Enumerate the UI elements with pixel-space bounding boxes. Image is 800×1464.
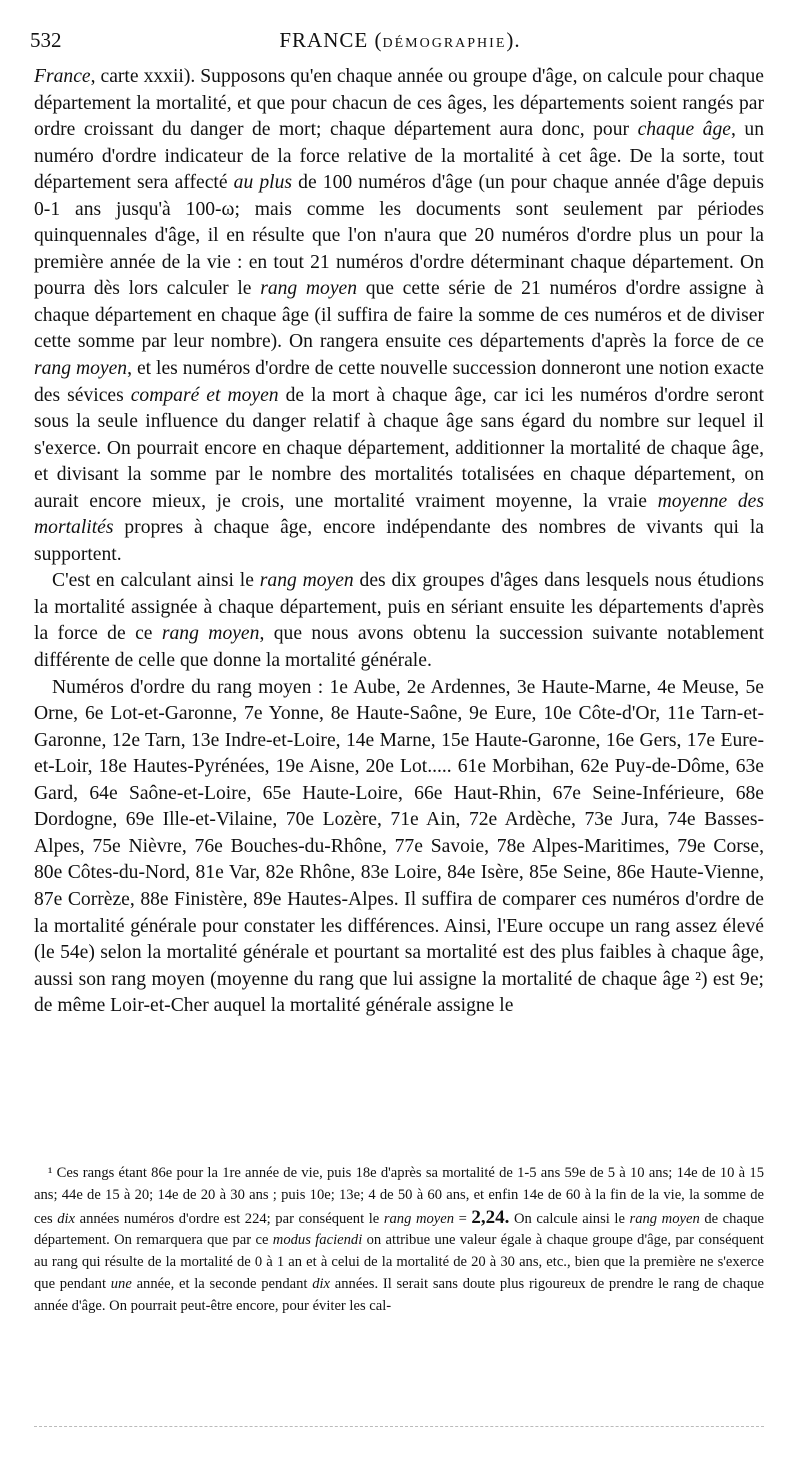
- running-head: [30, 28, 770, 53]
- text-span: au plus: [233, 172, 293, 194]
- text-span: France: [34, 66, 91, 87]
- text-span: années numéros d'ordre est 224; par conséquent le: [75, 1210, 384, 1227]
- text-span: On calcule ainsi le: [509, 1210, 630, 1227]
- text-span: moyenne des mortalités: [34, 490, 765, 539]
- text-span: Numéros d'ordre du rang moyen : 1e Aube, 2e Ardennes, 3e Haute-Marne, 4e Meuse, 5e Orne, 6e Lot-et-Garonne, 7e Yonne, 8e Haute-Saône, 9e Eure, 10e Côte-d'Or, 11e Tarn-et-Garonne, 12e Tarn, 13e Indre-et-Loire, 14e Marne, 15e Haute-Garonne, 16e Gers, 17e Eure-et-Loir, 18e Hautes-Pyrénées, 19e Aisne, 20e Lot..... 61e Morbihan, 62e Puy-de-Dôme, 63e Gard, 64e Saône-et-Loire, 65e Haute-Loire, 66e Haut-Rhin, 67e Seine-Inférieure, 68e Dordogne, 69e Ille-et-Vilaine, 70e Lozère, 71e Ain, 72e Ardèche, 73e Jura, 74e Basses-Alpes, 75e Nièvre, 76e Bouches-du-Rhône, 77e Savoie, 78e Alpes-Maritimes, 79e Corse, 80e Côtes-du-Nord, 81e Var, 82e Rhône, 83e Loire, 84e Isère, 85e Seine, 86e Haute-Vienne, 87e Corrèze, 88e Finistère, 89e Hautes-Alpes. Il suffira de comparer ces numéros d'ordre de la mortalité générale pour constater les différences. Ainsi, l'Eure occupe un rang assez élevé (le 54e) selon la mortalité générale et pourtant sa mortalité est des plus faibles à chaque âge, aussi son rang moyen (moyenne du rang que lui assigne la mortalité de chaque âge ²) est 9e; de même Loir-et-Cher auquel la mortalité générale assigne le: [34, 676, 764, 1017]
- text-span: , carte xxxii). Supposons qu'en chaque année ou groupe d'âge, on calcule pour chaque département la mortalité, et que pour chacun de ces âges, les départements soient rangés par ordre croissant du danger de mort; chaque département aura donc, pour: [34, 66, 764, 141]
- text-span: dix: [57, 1210, 76, 1227]
- text-span: rang moyen: [161, 623, 260, 645]
- text-span: =: [454, 1210, 472, 1227]
- text-span: propres à chaque âge, encore indépendante des nombres de vivants qui la supportent.: [34, 517, 764, 565]
- text-span: , que nous avons obtenu la succession suivante notablement différente de celle que donne la mortalité générale.: [34, 623, 764, 672]
- text-span: des dix groupes d'âges dans lesquels nous étudions la mortalité assignée à chaque département, puis en sériant ensuite les départements d'après la force de ce: [34, 570, 764, 645]
- paragraph-3: [34, 675, 764, 1020]
- running-subtitle-wrap: (DÉMOGRAPHIE).: [374, 28, 521, 52]
- footnote-1: [34, 1163, 764, 1318]
- page-number: 532: [30, 28, 62, 52]
- text-span: de 100 numéros d'âge (un pour chaque année d'âge depuis 0-1 ans jusqu'à 100-ω; mais comme les documents sont seulement par périodes quinquennales d'âge, il en résulte que l'on n'aura que 20 numéros d'ordre plus un pour la première année de la vie : en tout 21 numéros d'ordre déterminant chaque département. On pourra dès lors calculer le: [34, 172, 765, 300]
- main-text: [34, 64, 764, 1020]
- text-span: de la mort à chaque âge, car ici les numéros d'ordre seront sous la seule influence du danger relatif à chaque âge sans égard du nombre sur lequel il s'exerce. On pourrait encore en chaque département, additionner la mortalité de chaque âge, et divisant la somme par le nombre des mortalités totalisées en chaque département, on aurait encore mieux, je crois, une mortalité vraiment moyenne, la vraie: [34, 384, 764, 512]
- page-header: [30, 28, 770, 56]
- text-span: C'est en calculant ainsi le: [52, 570, 260, 592]
- text-span: dix: [312, 1275, 331, 1292]
- text-span: 2,24.: [471, 1206, 510, 1228]
- text-span: que cette série de 21 numéros d'ordre assigne à chaque département en chaque âge (il suffira de faire la somme de ces numéros et de diviser cette somme par leur nombre). On rangera ensuite ces départements d'après la force de ce: [34, 278, 765, 353]
- text-span: , et les numéros d'ordre de cette nouvelle succession donneront une notion exacte des sévices: [34, 358, 764, 406]
- text-span: rang moyen: [629, 1210, 700, 1227]
- paragraph-2: [34, 568, 764, 674]
- text-span: modus faciendi: [272, 1232, 363, 1249]
- text-span: , un numéro d'ordre indicateur de la force relative de la mortalité à cet âge. De la sorte, tout département sera affecté: [34, 119, 764, 194]
- text-span: années. Il serait sans doute plus rigoureux de prendre le rang de chaque année d'âge. On pourrait peut-être encore, pour éviter les cal-: [34, 1275, 764, 1314]
- text-span: une: [110, 1275, 132, 1292]
- text-span: année, et la seconde pendant: [131, 1275, 313, 1292]
- text-span: comparé et moyen: [130, 384, 279, 406]
- text-span: rang moyen: [260, 278, 358, 300]
- text-span: on attribue une valeur égale à chaque groupe d'âge, par conséquent au rang qui résulte de la mortalité de 0 à 1 an et à celui de la mortalité de 20 à 30 ans, etc., bien que la première ne s'exerce que pendant: [34, 1232, 764, 1292]
- text-span: rang moyen: [259, 570, 354, 592]
- text-span: rang moyen: [383, 1210, 455, 1227]
- text-span: rang moyen: [34, 358, 128, 380]
- running-subtitle: DÉMOGRAPHIE: [382, 36, 507, 51]
- footnote-text: [34, 1163, 764, 1318]
- bottom-edge-rule: [34, 1426, 764, 1427]
- text-span: chaque âge: [637, 119, 731, 141]
- text-span: ¹ Ces rangs étant 86e pour la 1re année de vie, puis 18e d'après sa mortalité de 1-5 ans 59e de 5 à 10 ans; 14e de 10 à 15 ans; 44e de 15 à 20; 14e de 20 à 30 ans ; puis 10e; 13e; 4 de 50 à 60 ans, et enfin 14e de 60 à la fin de la vie, la somme de ces: [34, 1165, 764, 1227]
- text-span: de chaque département. On remarquera que par ce: [34, 1210, 764, 1249]
- running-title: FRANCE: [279, 28, 369, 52]
- paragraph-1: [34, 64, 764, 568]
